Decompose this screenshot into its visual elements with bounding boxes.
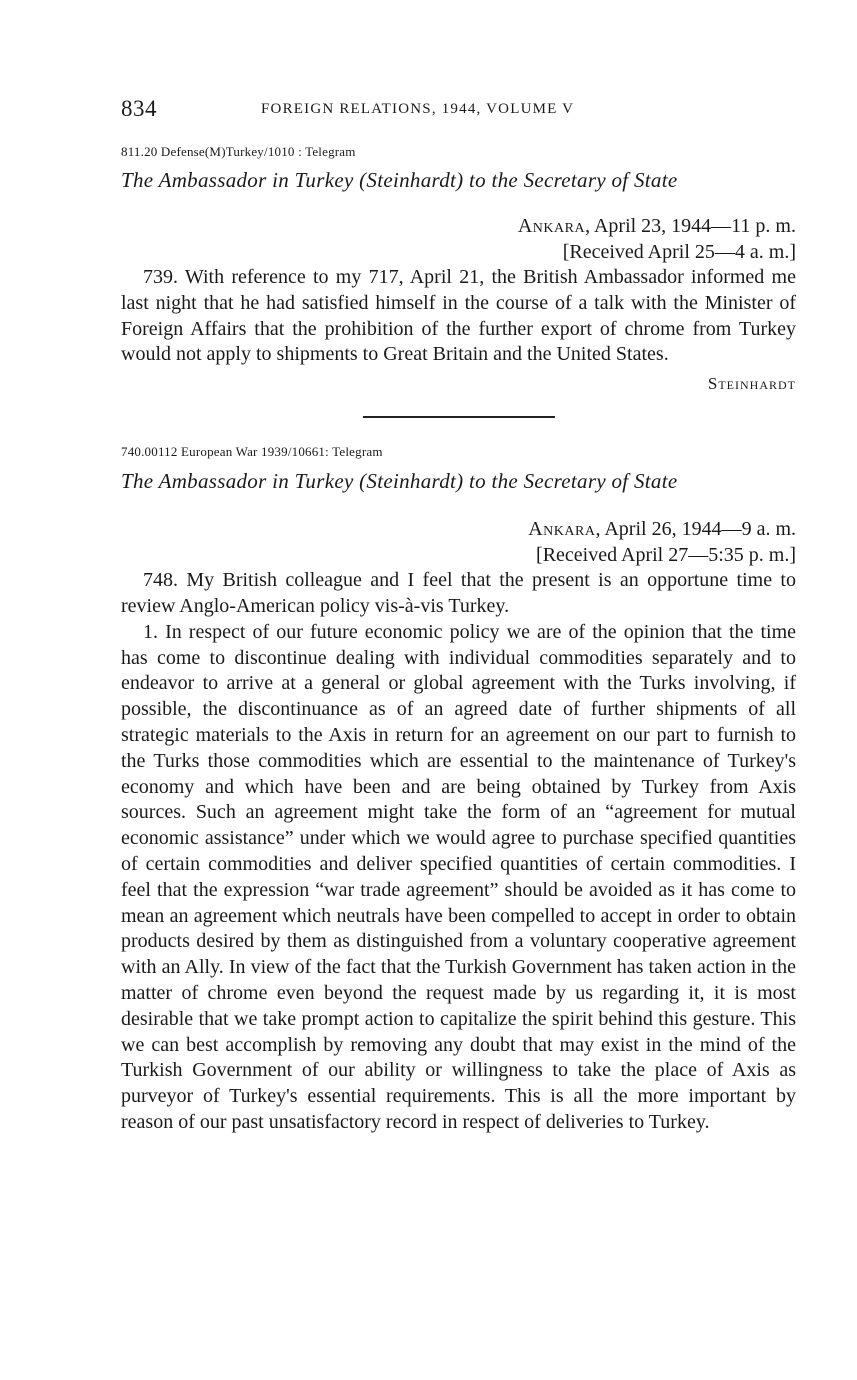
running-head — [121, 96, 796, 126]
section-divider — [363, 416, 555, 418]
document-heading: The Ambassador in Turkey (Steinhardt) to the Secretary of State — [121, 469, 678, 494]
dateline-place: Ankara — [517, 215, 586, 237]
running-title: FOREIGN RELATIONS, 1944, VOLUME V — [261, 101, 575, 117]
document-heading: The Ambassador in Turkey (Steinhardt) to the Secretary of State — [121, 168, 678, 192]
page-number: 834 — [121, 96, 157, 121]
paragraph: 739. With reference to my 717, April 21, the British Ambassador informed me last night that he had satisfied himself in the course of a talk with the Minister of Foreign Affairs that the prohibition of the further export of chrome from Turkey would not apply to shipments to Great Britain and the United States. — [121, 266, 796, 366]
dateline-place: Ankara — [528, 518, 596, 541]
telegram-739 — [121, 144, 796, 394]
file-reference: 811.20 Defense(M)Turkey/1010 : Telegram — [121, 144, 356, 159]
paragraph: 1. In respect of our future economic policy we are of the opinion that the time has come to discontinue dealing with individual commodities separately and to endeavor to arrive at a general or global agreement with the Turks involving, if possible, the discontinuance as of an agreed date of further shipments of all strategic materials to the Axis in return for an agreement on our part to furnish to the Turks those commodities which are essential to the maintenance of Turkey's economy and which have been and are being obtained by Turkey from Axis sources. Such an agreement might take the form of an “agreement for mutual economic assistance” under which we would agree to purchase specified quantities of certain commodities and deliver specified quantities of certain commodities. I feel that the expression “war trade agreement” should be avoided as it has come to mean an agreement which neutrals have been compelled to accept in order to obtain products desired by them as distinguished from a voluntary cooperative agreement with an Ally. In view of the fact that the Turkish Government has taken action in the matter of chrome even beyond the request made by us regarding it, it is most desirable that we take prompt action to capitalize the spirit behind this gesture. This we can best accomplish by removing any doubt that may exist in the mind of the Turkish Government of our ability or willingness to take the place of Axis as purveyor of Turkey's essential requirements. This is all the more important by reason of our past unsatisfactory record in respect of deliveries to Turkey. — [121, 620, 796, 1133]
dateline-date: , April 26, 1944—9 a. m. — [595, 518, 796, 541]
received-line: [Received April 25—4 a. m.] — [562, 241, 796, 263]
dateline — [121, 516, 796, 542]
dateline-date: , April 23, 1944—11 p. m. — [585, 215, 796, 237]
document-page — [121, 96, 796, 1136]
signature: Steinhardt — [707, 374, 796, 394]
file-reference: 740.00112 European War 1939/10661: Telegram — [121, 444, 383, 460]
paragraph: 748. My British colleague and I feel that the present is an opportune time to review Anglo-American policy vis-à-vis Turkey. — [121, 569, 796, 617]
telegram-748 — [121, 444, 796, 1136]
received-line: [Received April 27—5:35 p. m.] — [536, 544, 796, 567]
dateline — [121, 213, 796, 239]
